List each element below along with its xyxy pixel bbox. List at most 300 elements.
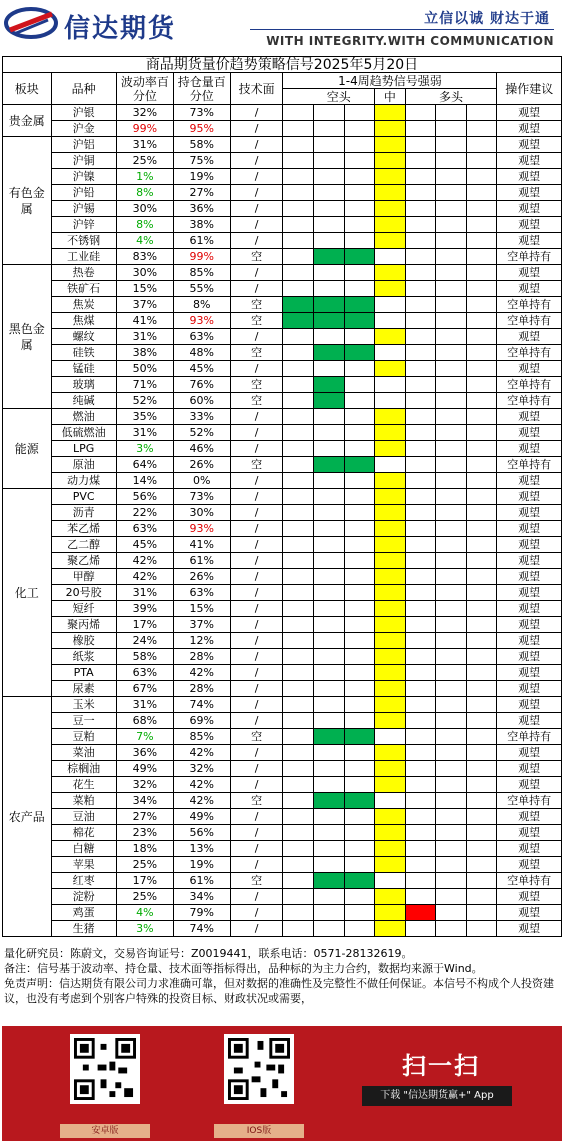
signal-cell: [314, 281, 345, 297]
position-cell: 19%: [173, 857, 230, 873]
signal-cell: [375, 921, 406, 937]
signal-cell: [436, 713, 467, 729]
signal-cell: [344, 489, 375, 505]
technical-cell: 空: [230, 457, 283, 473]
signal-cell: [436, 377, 467, 393]
table-row: [3, 649, 562, 665]
signal-cell: [436, 361, 467, 377]
technical-cell: 空: [230, 729, 283, 745]
volatility-cell: 68%: [116, 713, 173, 729]
signal-cell: [314, 585, 345, 601]
technical-cell: /: [230, 921, 283, 937]
table-row: [3, 873, 562, 889]
volatility-cell: 99%: [116, 121, 173, 137]
signal-cell: [314, 361, 345, 377]
signal-cell: [314, 345, 345, 361]
technical-cell: 空: [230, 793, 283, 809]
signal-cell: [405, 201, 436, 217]
signal-cell: [283, 201, 314, 217]
variety-cell: 焦煤: [51, 313, 116, 329]
technical-cell: /: [230, 553, 283, 569]
signal-cell: [375, 137, 406, 153]
signal-cell: [314, 537, 345, 553]
signal-table: [2, 56, 562, 937]
technical-cell: /: [230, 889, 283, 905]
signal-cell: [405, 569, 436, 585]
table-row: [3, 793, 562, 809]
signal-cell: [405, 873, 436, 889]
volatility-cell: 4%: [116, 905, 173, 921]
signal-cell: [405, 793, 436, 809]
signal-cell: [466, 377, 497, 393]
advice-cell: 观望: [497, 169, 562, 185]
variety-cell: 纸浆: [51, 649, 116, 665]
signal-cell: [405, 441, 436, 457]
signal-cell: [375, 585, 406, 601]
signal-cell: [344, 169, 375, 185]
signal-cell: [375, 361, 406, 377]
signal-cell: [314, 665, 345, 681]
position-cell: 42%: [173, 745, 230, 761]
signal-cell: [283, 745, 314, 761]
volatility-cell: 49%: [116, 761, 173, 777]
signal-cell: [314, 329, 345, 345]
signal-cell: [375, 665, 406, 681]
position-cell: 85%: [173, 729, 230, 745]
signal-cell: [405, 601, 436, 617]
signal-cell: [283, 441, 314, 457]
signal-cell: [466, 201, 497, 217]
signal-cell: [375, 889, 406, 905]
technical-cell: 空: [230, 377, 283, 393]
signal-cell: [436, 921, 467, 937]
sector-name: 贵金属: [3, 105, 52, 137]
table-row: [3, 345, 562, 361]
table-row: [3, 841, 562, 857]
signal-cell: [314, 921, 345, 937]
slogan: 立信以诚 财达于通: [424, 11, 550, 27]
signal-cell: [283, 137, 314, 153]
variety-cell: 纯碱: [51, 393, 116, 409]
variety-cell: 聚乙烯: [51, 553, 116, 569]
technical-cell: /: [230, 233, 283, 249]
signal-cell: [405, 169, 436, 185]
brand-name: 信达期货: [64, 14, 177, 44]
signal-cell: [466, 537, 497, 553]
signal-cell: [436, 857, 467, 873]
signal-cell: [344, 361, 375, 377]
technical-cell: /: [230, 761, 283, 777]
signal-cell: [466, 345, 497, 361]
signal-cell: [344, 633, 375, 649]
signal-cell: [436, 441, 467, 457]
volatility-cell: 58%: [116, 649, 173, 665]
signal-cell: [436, 665, 467, 681]
volatility-cell: 67%: [116, 681, 173, 697]
signal-cell: [375, 169, 406, 185]
volatility-cell: 30%: [116, 265, 173, 281]
signal-cell: [436, 585, 467, 601]
signal-cell: [283, 345, 314, 361]
signal-cell: [283, 697, 314, 713]
signal-cell: [314, 409, 345, 425]
signal-cell: [405, 249, 436, 265]
signal-cell: [436, 729, 467, 745]
advice-cell: 观望: [497, 713, 562, 729]
volatility-cell: 30%: [116, 201, 173, 217]
table-row: [3, 553, 562, 569]
position-cell: 30%: [173, 505, 230, 521]
table-row: [3, 489, 562, 505]
signal-cell: [283, 281, 314, 297]
signal-cell: [436, 777, 467, 793]
position-cell: 33%: [173, 409, 230, 425]
advice-cell: 观望: [497, 233, 562, 249]
signal-cell: [405, 345, 436, 361]
signal-cell: [314, 457, 345, 473]
volatility-cell: 18%: [116, 841, 173, 857]
position-cell: 63%: [173, 329, 230, 345]
variety-cell: 苹果: [51, 857, 116, 873]
technical-cell: /: [230, 569, 283, 585]
signal-cell: [283, 121, 314, 137]
technical-cell: /: [230, 505, 283, 521]
android-label: 安卓版: [60, 1124, 150, 1138]
signal-cell: [314, 425, 345, 441]
signal-cell: [466, 633, 497, 649]
signal-cell: [466, 665, 497, 681]
signal-cell: [375, 201, 406, 217]
volatility-cell: 25%: [116, 889, 173, 905]
signal-cell: [375, 153, 406, 169]
signal-cell: [314, 729, 345, 745]
signal-cell: [375, 329, 406, 345]
signal-cell: [375, 905, 406, 921]
signal-cell: [375, 249, 406, 265]
signal-cell: [405, 457, 436, 473]
signal-cell: [344, 681, 375, 697]
signal-cell: [344, 217, 375, 233]
signal-cell: [405, 585, 436, 601]
table-row: [3, 857, 562, 873]
signal-cell: [283, 873, 314, 889]
advice-cell: 观望: [497, 585, 562, 601]
signal-cell: [344, 809, 375, 825]
signal-cell: [466, 153, 497, 169]
signal-cell: [466, 729, 497, 745]
position-cell: 27%: [173, 185, 230, 201]
table-row: [3, 745, 562, 761]
variety-cell: 热卷: [51, 265, 116, 281]
signal-cell: [466, 233, 497, 249]
volatility-cell: 23%: [116, 825, 173, 841]
advice-cell: 观望: [497, 521, 562, 537]
table-row: [3, 201, 562, 217]
signal-cell: [375, 761, 406, 777]
position-cell: 42%: [173, 665, 230, 681]
signal-cell: [405, 313, 436, 329]
signal-cell: [466, 121, 497, 137]
variety-cell: 豆油: [51, 809, 116, 825]
sector-name: 能源: [3, 409, 52, 489]
signal-cell: [466, 889, 497, 905]
advice-cell: 观望: [497, 505, 562, 521]
signal-cell: [375, 873, 406, 889]
variety-cell: 鸡蛋: [51, 905, 116, 921]
advice-cell: 观望: [497, 617, 562, 633]
position-cell: 93%: [173, 313, 230, 329]
variety-cell: 沪铅: [51, 185, 116, 201]
signal-cell: [466, 457, 497, 473]
signal-cell: [344, 793, 375, 809]
signal-cell: [466, 873, 497, 889]
advice-cell: 观望: [497, 921, 562, 937]
signal-cell: [314, 505, 345, 521]
signal-cell: [314, 745, 345, 761]
variety-cell: 豆粕: [51, 729, 116, 745]
researcher-note: 量化研究员：陈蔚文，交易咨询证号：Z0019441，联系电话：0571-28132619。: [4, 947, 413, 960]
technical-cell: /: [230, 841, 283, 857]
signal-cell: [436, 185, 467, 201]
signal-cell: [405, 377, 436, 393]
signal-cell: [405, 297, 436, 313]
slogan-english: WITH INTEGRITY.WITH COMMUNICATION: [266, 34, 554, 48]
variety-cell: 尿素: [51, 681, 116, 697]
signal-cell: [314, 697, 345, 713]
signal-cell: [436, 681, 467, 697]
signal-cell: [466, 825, 497, 841]
variety-cell: 花生: [51, 777, 116, 793]
table-row: [3, 585, 562, 601]
signal-cell: [283, 393, 314, 409]
signal-cell: [436, 409, 467, 425]
volatility-cell: 24%: [116, 633, 173, 649]
advice-cell: 观望: [497, 857, 562, 873]
signal-cell: [314, 857, 345, 873]
position-cell: 38%: [173, 217, 230, 233]
signal-cell: [375, 649, 406, 665]
signal-cell: [466, 313, 497, 329]
advice-cell: 空单持有: [497, 873, 562, 889]
signal-cell: [344, 121, 375, 137]
variety-cell: 生猪: [51, 921, 116, 937]
technical-cell: /: [230, 633, 283, 649]
position-cell: 74%: [173, 921, 230, 937]
variety-cell: 铁矿石: [51, 281, 116, 297]
advice-cell: 观望: [497, 569, 562, 585]
position-cell: 28%: [173, 649, 230, 665]
signal-cell: [436, 425, 467, 441]
signal-cell: [375, 473, 406, 489]
variety-cell: 20号胶: [51, 585, 116, 601]
signal-cell: [283, 153, 314, 169]
technical-cell: /: [230, 521, 283, 537]
signal-cell: [344, 585, 375, 601]
signal-cell: [344, 745, 375, 761]
signal-cell: [436, 489, 467, 505]
technical-cell: 空: [230, 313, 283, 329]
variety-cell: 沥青: [51, 505, 116, 521]
table-row: [3, 601, 562, 617]
signal-cell: [314, 169, 345, 185]
variety-cell: 淀粉: [51, 889, 116, 905]
signal-cell: [375, 185, 406, 201]
position-cell: 85%: [173, 265, 230, 281]
table-title: 商品期货量价趋势策略信号2025年5月20日: [3, 57, 562, 73]
signal-cell: [283, 489, 314, 505]
header-advice: 操作建议: [497, 73, 562, 105]
advice-cell: 观望: [497, 777, 562, 793]
position-cell: 52%: [173, 425, 230, 441]
signal-cell: [314, 313, 345, 329]
volatility-cell: 3%: [116, 441, 173, 457]
position-cell: 73%: [173, 489, 230, 505]
signal-cell: [314, 617, 345, 633]
advice-cell: 观望: [497, 265, 562, 281]
signal-cell: [405, 409, 436, 425]
table-row: [3, 185, 562, 201]
signal-cell: [436, 553, 467, 569]
ios-qr-code[interactable]: [224, 1034, 294, 1104]
signal-cell: [375, 121, 406, 137]
signal-cell: [405, 857, 436, 873]
signal-cell: [283, 473, 314, 489]
signal-cell: [375, 633, 406, 649]
technical-cell: /: [230, 857, 283, 873]
download-app-button[interactable]: 下载 "信达期货赢+" App: [362, 1086, 512, 1106]
signal-cell: [375, 569, 406, 585]
technical-cell: /: [230, 809, 283, 825]
position-cell: 26%: [173, 457, 230, 473]
signal-cell: [466, 281, 497, 297]
table-row: [3, 809, 562, 825]
signal-cell: [344, 185, 375, 201]
signal-cell: [466, 617, 497, 633]
table-row: [3, 665, 562, 681]
signal-cell: [344, 105, 375, 121]
table-row: [3, 217, 562, 233]
table-row: [3, 329, 562, 345]
signal-cell: [405, 217, 436, 233]
android-qr-code[interactable]: [70, 1034, 140, 1104]
technical-cell: /: [230, 825, 283, 841]
signal-cell: [314, 521, 345, 537]
signal-cell: [283, 585, 314, 601]
position-cell: 19%: [173, 169, 230, 185]
variety-cell: 沪锡: [51, 201, 116, 217]
signal-cell: [405, 729, 436, 745]
signal-cell: [436, 537, 467, 553]
signal-cell: [314, 217, 345, 233]
signal-cell: [436, 505, 467, 521]
volatility-cell: 31%: [116, 585, 173, 601]
signal-cell: [283, 633, 314, 649]
advice-cell: 观望: [497, 281, 562, 297]
signal-cell: [405, 713, 436, 729]
variety-cell: 棕榈油: [51, 761, 116, 777]
header-variety: 品种: [51, 73, 116, 105]
signal-cell: [283, 329, 314, 345]
signal-cell: [344, 857, 375, 873]
table-row: [3, 233, 562, 249]
signal-cell: [405, 825, 436, 841]
technical-cell: /: [230, 441, 283, 457]
signal-cell: [344, 249, 375, 265]
table-row: [3, 713, 562, 729]
advice-cell: 观望: [497, 633, 562, 649]
advice-cell: 观望: [497, 761, 562, 777]
table-row: [3, 361, 562, 377]
header: [0, 0, 564, 52]
ios-label: IOS版: [214, 1124, 304, 1138]
signal-cell: [436, 329, 467, 345]
signal-cell: [466, 777, 497, 793]
table-row: [3, 249, 562, 265]
signal-cell: [283, 649, 314, 665]
signal-cell: [375, 393, 406, 409]
technical-cell: /: [230, 137, 283, 153]
table-row: [3, 921, 562, 937]
signal-cell: [283, 313, 314, 329]
signal-cell: [436, 697, 467, 713]
signal-cell: [436, 345, 467, 361]
variety-cell: 工业硅: [51, 249, 116, 265]
signal-cell: [436, 521, 467, 537]
volatility-cell: 35%: [116, 409, 173, 425]
sector-name: 黑色金属: [3, 265, 52, 409]
signal-cell: [436, 105, 467, 121]
technical-cell: /: [230, 265, 283, 281]
table-row: [3, 681, 562, 697]
signal-cell: [344, 537, 375, 553]
advice-cell: 观望: [497, 665, 562, 681]
signal-cell: [436, 745, 467, 761]
signal-cell: [375, 233, 406, 249]
variety-cell: 玻璃: [51, 377, 116, 393]
advice-cell: 观望: [497, 889, 562, 905]
advice-cell: 观望: [497, 201, 562, 217]
technical-cell: /: [230, 169, 283, 185]
signal-cell: [405, 137, 436, 153]
remark-note: 备注：信号基于波动率、持仓量、技术面等指标得出，品种标的为主力合约，数据均来源于Wind。: [4, 962, 483, 975]
signal-cell: [436, 313, 467, 329]
signal-cell: [283, 825, 314, 841]
position-cell: 73%: [173, 105, 230, 121]
technical-cell: /: [230, 153, 283, 169]
signal-cell: [375, 489, 406, 505]
position-cell: 42%: [173, 777, 230, 793]
signal-cell: [283, 377, 314, 393]
signal-cell: [314, 809, 345, 825]
signal-cell: [375, 217, 406, 233]
signal-cell: [466, 857, 497, 873]
signal-cell: [375, 441, 406, 457]
signal-cell: [344, 265, 375, 281]
variety-cell: PTA: [51, 665, 116, 681]
signal-cell: [405, 633, 436, 649]
signal-cell: [405, 809, 436, 825]
signal-cell: [314, 777, 345, 793]
signal-cell: [405, 185, 436, 201]
signal-cell: [314, 201, 345, 217]
signal-cell: [466, 681, 497, 697]
advice-cell: 观望: [497, 105, 562, 121]
technical-cell: /: [230, 681, 283, 697]
xinda-logo-icon: [4, 6, 58, 40]
signal-cell: [375, 553, 406, 569]
signal-cell: [344, 153, 375, 169]
signal-cell: [314, 233, 345, 249]
